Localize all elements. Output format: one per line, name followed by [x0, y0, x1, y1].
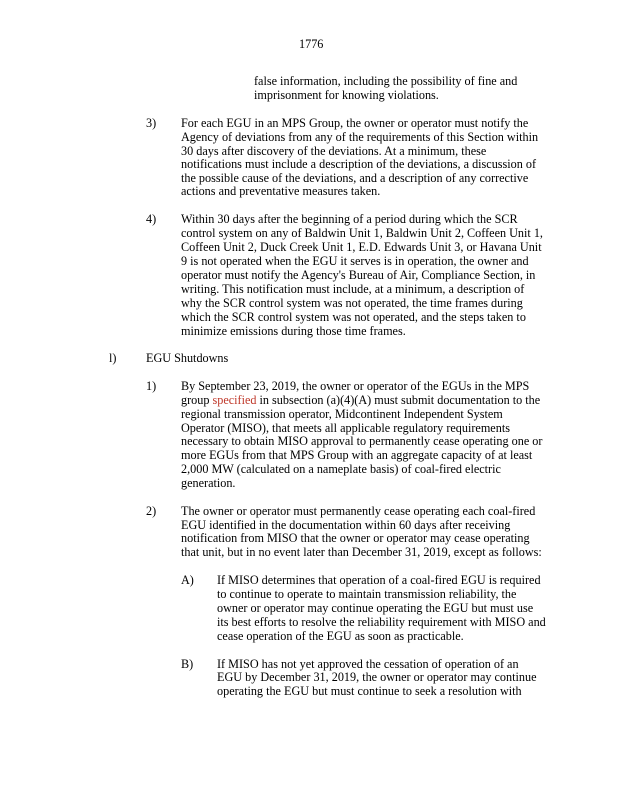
body-text-line: to continue to operate to maintain transmission reliability, the: [217, 587, 517, 601]
body-text-line: By September 23, 2019, the owner or operator of the EGUs in the MPS: [181, 379, 530, 393]
body-text-line: which the SCR control system was not operated, and the steps taken to: [181, 310, 526, 324]
body-text-line: operator must notify the Agency's Bureau of Air, Compliance Section, in: [181, 268, 536, 282]
item-number: 1): [146, 379, 157, 393]
body-text-line: necessary to obtain MISO approval to permanently cease operating one or: [181, 434, 543, 448]
item-number: 3): [146, 116, 157, 130]
body-text-line: Coffeen Unit 2, Duck Creek Unit 1, E.D. Edwards Unit 3, or Havana Unit: [181, 240, 542, 254]
body-text-line: that unit, but in no event later than December 31, 2019, except as follows:: [181, 545, 542, 559]
body-text-line: EGU by December 31, 2019, the owner or operator may continue: [217, 670, 537, 684]
text-segment: group: [181, 393, 210, 407]
text-segment: in subsection (a)(4)(A) must submit documentation to the: [259, 393, 541, 407]
item-number: 2): [146, 504, 157, 518]
highlighted-word: specified: [212, 393, 257, 407]
body-text-line: imprisonment for knowing violations.: [254, 88, 439, 102]
body-text-line: regional transmission operator, Midcontinent Independent System: [181, 407, 503, 421]
body-text-line: operating the EGU but must continue to seek a resolution with: [217, 684, 522, 698]
body-text-line: owner or operator may continue operating the EGU but must use: [217, 601, 534, 615]
body-text-line: If MISO has not yet approved the cessation of operation of an: [217, 657, 519, 671]
body-text-line: cease operation of the EGU as soon as practicable.: [217, 629, 464, 643]
body-text-line: actions and preventative measures taken.: [181, 184, 381, 198]
body-text-line: false information, including the possibility of fine and: [254, 74, 518, 88]
body-text-line: control system on any of Baldwin Unit 1, Baldwin Unit 2, Coffeen Unit 1,: [181, 226, 543, 240]
item-letter: A): [181, 573, 194, 587]
body-text-line: [181, 394, 540, 407]
body-text-line: writing. This notification must include, at a minimum, a description of: [181, 282, 525, 296]
body-text-line: notification from MISO that the owner or operator may cease operating: [181, 531, 530, 545]
body-text-line: generation.: [181, 476, 236, 490]
body-text-line: The owner or operator must permanently cease operating each coal-fired: [181, 504, 536, 518]
subsection-letter: l): [109, 351, 117, 365]
body-text-line: minimize emissions during those time frames.: [181, 324, 406, 338]
body-text-line: why the SCR control system was not operated, the time frames during: [181, 296, 523, 310]
body-text-line: If MISO determines that operation of a coal-fired EGU is required: [217, 573, 541, 587]
body-text-line: Operator (MISO), that meets all applicable regulatory requirements: [181, 421, 510, 435]
body-text-line: 9 is not operated when the EGU it serves is in operation, the owner and: [181, 254, 529, 268]
body-text-line: its best efforts to resolve the reliability requirement with MISO and: [217, 615, 546, 629]
body-text-line: the possible cause of the deviations, and a description of any corrective: [181, 171, 529, 185]
body-text-line: 30 days after discovery of the deviations. At a minimum, these: [181, 144, 487, 158]
body-text-line: Within 30 days after the beginning of a period during which the SCR: [181, 212, 518, 226]
body-text-line: notifications must include a description of the deviations, a discussion of: [181, 157, 537, 171]
body-text-line: Agency of deviations from any of the requirements of this Section within: [181, 130, 539, 144]
item-letter: B): [181, 657, 194, 671]
body-text-line: For each EGU in an MPS Group, the owner or operator must notify the: [181, 116, 529, 130]
page-number: 1776: [299, 37, 324, 51]
body-text-line: 2,000 MW (calculated on a nameplate basis) of coal-fired electric: [181, 462, 501, 476]
item-number: 4): [146, 212, 157, 226]
body-text-line: more EGUs from that MPS Group with an aggregate capacity of at least: [181, 448, 533, 462]
subsection-heading: EGU Shutdowns: [146, 351, 229, 365]
body-text-line: EGU identified in the documentation within 60 days after receiving: [181, 518, 511, 532]
